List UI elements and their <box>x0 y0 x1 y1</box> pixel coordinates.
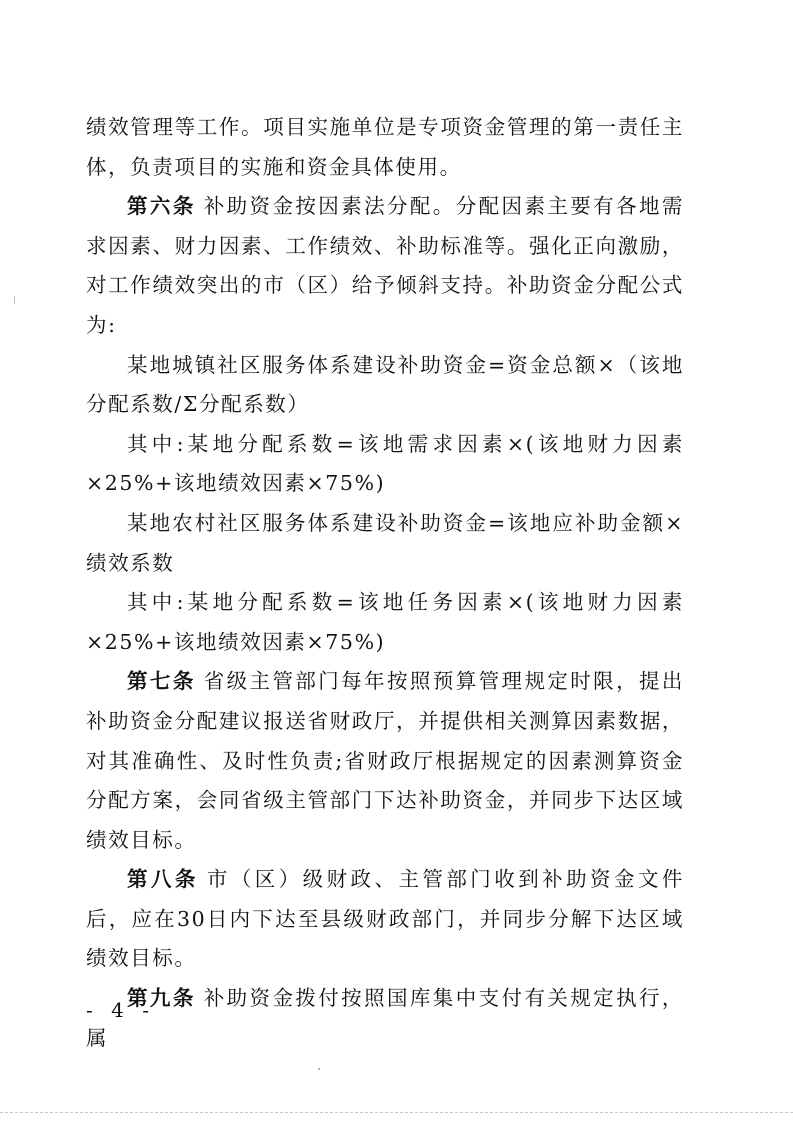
paragraph-text: 其中:某地分配系数=该地需求因素×(该地财力因素×25%+该地绩效因素×75%) <box>86 431 684 496</box>
scan-speck <box>318 1068 320 1070</box>
article-heading: 第九条 <box>127 986 196 1011</box>
formula-rural-coefficient <box>86 583 684 662</box>
body-text <box>86 108 684 1058</box>
page-number: - 4 - <box>86 998 155 1022</box>
formula-urban-coefficient <box>86 425 684 504</box>
article-heading: 第八条 <box>127 867 199 892</box>
article-heading: 第七条 <box>127 669 196 694</box>
paragraph-text: 省级主管部门每年按照预算管理规定时限，提出补助资金分配建议报送省财政厅，并提供相关测算因素数据，对其准确性、及时性负责;省财政厅根据规定的因素测算资金分配方案，会同省级主管部门下达补助资金，并同步下达区域绩效目标。 <box>86 669 684 852</box>
article-7 <box>86 662 684 860</box>
scan-margin-mark <box>14 296 15 304</box>
scan-edge-line <box>0 1112 793 1113</box>
paragraph-text: 某地农村社区服务体系建设补助资金=该地应补助金额×绩效系数 <box>86 510 684 575</box>
paragraph-continuation <box>86 108 684 187</box>
formula-urban <box>86 346 684 425</box>
paragraph-text: 某地城镇社区服务体系建设补助资金=资金总额×（该地分配系数/Σ分配系数） <box>86 352 684 417</box>
article-8 <box>86 860 684 979</box>
paragraph-text: 补助资金按因素法分配。分配因素主要有各地需求因素、财力因素、工作绩效、补助标准等。强化正向激励，对工作绩效突出的市（区）给予倾斜支持。补助资金分配公式为: <box>86 194 684 337</box>
article-heading: 第六条 <box>127 194 196 219</box>
formula-rural <box>86 504 684 583</box>
paragraph-text: 市（区）级财政、主管部门收到补助资金文件后，应在30日内下达至县级财政部门，并同步分解下达区域绩效目标。 <box>86 867 684 971</box>
paragraph-text: 其中:某地分配系数=该地任务因素×(该地财力因素×25%+该地绩效因素×75%) <box>86 590 684 654</box>
article-9 <box>86 979 684 1058</box>
paragraph-text: 绩效管理等工作。项目实施单位是专项资金管理的第一责任主体，负责项目的实施和资金具体使用。 <box>86 115 684 179</box>
article-6 <box>86 187 684 345</box>
paragraph-text: 补助资金拨付按照国库集中支付有关规定执行，属 <box>86 986 684 1050</box>
